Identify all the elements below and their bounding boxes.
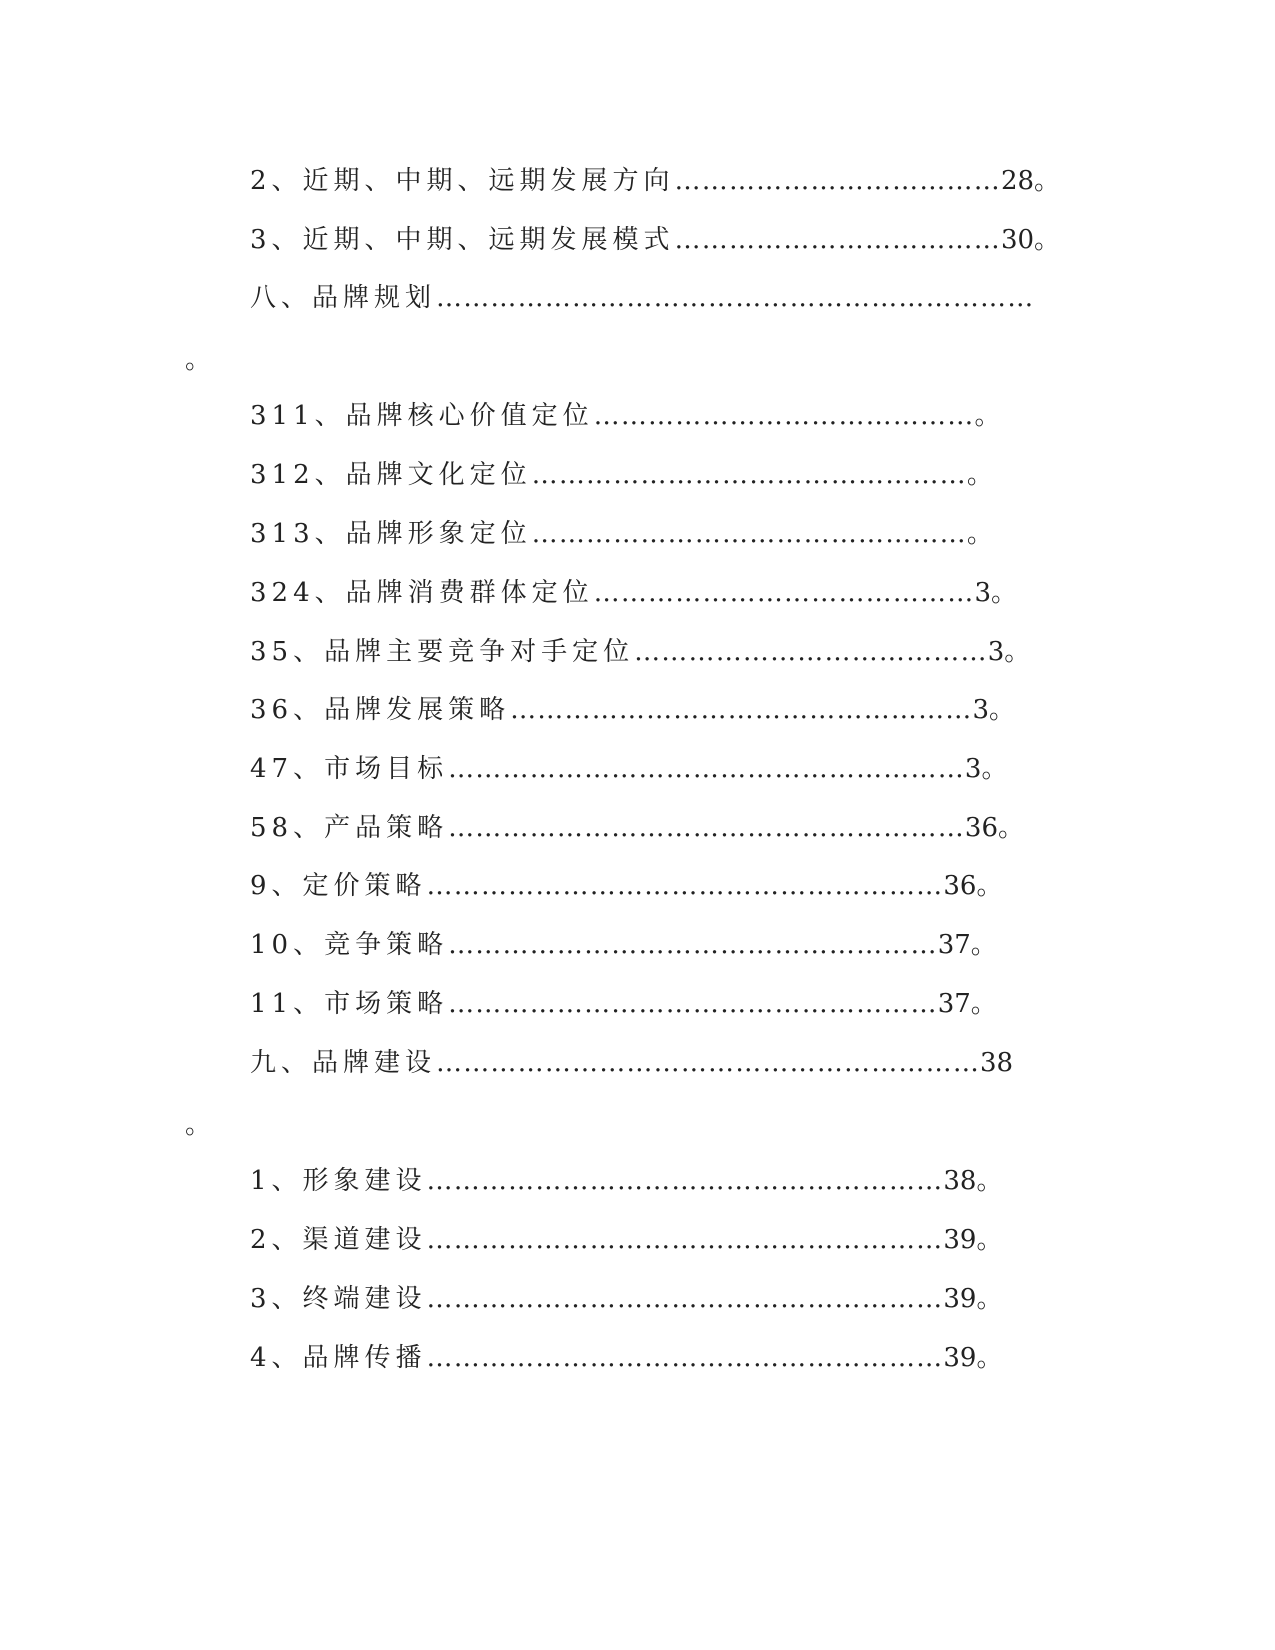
toc-page-number: 39。 xyxy=(943,1284,1003,1314)
toc-page-number: 30。 xyxy=(1000,225,1061,255)
toc-page-number: 39。 xyxy=(943,1343,1003,1373)
toc-entry[interactable] xyxy=(250,578,1017,608)
toc-page-number: 3。 xyxy=(964,754,1008,784)
toc-leader-dots: …………………………………………………… xyxy=(436,1048,981,1078)
toc-entry-title: 1、形象建设 xyxy=(250,1166,427,1196)
toc-entry-title: 九、品牌建设 xyxy=(250,1048,437,1078)
toc-entry-title: 36、品牌发展策略 xyxy=(250,695,511,725)
toc-leader-dots: …………………………………… xyxy=(593,578,975,608)
toc-entry[interactable] xyxy=(250,225,1060,255)
toc-page-number: 37。 xyxy=(937,989,997,1019)
toc-leader-dots: ………………………………………………… xyxy=(426,1284,944,1314)
toc-leader-dots: ………………………………………… xyxy=(531,460,967,490)
toc-page-number: 3。 xyxy=(974,578,1017,608)
toc-entry[interactable] xyxy=(250,401,1000,431)
toc-entry[interactable] xyxy=(250,519,993,549)
toc-page-number: 38。 xyxy=(943,1166,1003,1196)
toc-entry-title: 八、品牌规划 xyxy=(250,283,437,313)
toc-entry-title: 2、近期、中期、远期发展方向 xyxy=(250,166,675,196)
toc-page-number: 38 xyxy=(980,1048,1014,1078)
toc-leader-dots: ……………………………………………… xyxy=(448,930,938,960)
toc-leader-dots: …………………………………………… xyxy=(510,695,973,725)
toc-entry-title: 2、渠道建设 xyxy=(250,1225,427,1255)
toc-stray-mark: 。 xyxy=(185,1110,212,1140)
toc-leader-dots: ………………………………………… xyxy=(531,519,967,549)
toc-leader-dots: ……………………………… xyxy=(674,166,1001,196)
toc-page-number: 3。 xyxy=(987,637,1031,667)
toc-section-heading[interactable] xyxy=(250,1048,1013,1078)
toc-stray-mark: 。 xyxy=(185,345,212,375)
toc-entry[interactable] xyxy=(250,1166,1002,1196)
toc-page-number: 28。 xyxy=(1000,166,1061,196)
toc-page-number: 39。 xyxy=(943,1225,1003,1255)
toc-entry[interactable] xyxy=(250,930,997,960)
toc-leader-dots: ………………………………………………… xyxy=(426,871,944,901)
toc-entry-title: 47、市场目标 xyxy=(250,754,449,784)
toc-entry-title: 10、竞争策略 xyxy=(250,930,449,960)
toc-page-number: 。 xyxy=(966,519,993,549)
toc-entry-title: 3、终端建设 xyxy=(250,1284,427,1314)
toc-leader-dots: …………………………………… xyxy=(593,401,975,431)
toc-entry[interactable] xyxy=(250,871,1002,901)
toc-entry[interactable] xyxy=(250,460,993,490)
toc-entry[interactable] xyxy=(250,813,1024,843)
toc-entry[interactable] xyxy=(250,1225,1002,1255)
toc-entry-title: 11、市场策略 xyxy=(250,989,449,1019)
toc-leader-dots: ………………………………………………… xyxy=(426,1166,944,1196)
toc-leader-dots: ………………………………………………… xyxy=(426,1343,944,1373)
toc-entry-title: 35、品牌主要竞争对手定位 xyxy=(250,637,635,667)
toc-entry[interactable] xyxy=(250,1343,1002,1373)
toc-page-number: 3。 xyxy=(972,695,1016,725)
toc-page-number: 37。 xyxy=(937,930,997,960)
toc-entry[interactable] xyxy=(250,166,1060,196)
toc-entry-title: 312、品牌文化定位 xyxy=(250,460,532,490)
toc-entry-title: 58、产品策略 xyxy=(250,813,449,843)
toc-page-number: 36。 xyxy=(943,871,1003,901)
toc-entry-title: 3、近期、中期、远期发展模式 xyxy=(250,225,675,255)
toc-entry-title: 324、品牌消费群体定位 xyxy=(250,578,594,608)
toc-page-number: 。 xyxy=(966,460,993,490)
toc-entry[interactable] xyxy=(250,754,1007,784)
toc-leader-dots: ……………………………………………… xyxy=(448,989,938,1019)
toc-entry[interactable] xyxy=(250,695,1015,725)
toc-entry-title: 9、定价策略 xyxy=(250,871,427,901)
toc-entry[interactable] xyxy=(250,989,997,1019)
toc-section-heading[interactable] xyxy=(250,283,1034,313)
toc-leader-dots: ………………………………………………… xyxy=(448,813,965,843)
toc-page-number: 36。 xyxy=(964,813,1024,843)
toc-leader-dots: ………………………………………………………… xyxy=(436,283,1035,313)
toc-entry[interactable] xyxy=(250,637,1030,667)
toc-entry-title: 311、品牌核心价值定位 xyxy=(250,401,594,431)
toc-entry[interactable] xyxy=(250,1284,1002,1314)
toc-leader-dots: ………………………………………………… xyxy=(448,754,965,784)
toc-entry-title: 313、品牌形象定位 xyxy=(250,519,532,549)
toc-leader-dots: ………………………………………………… xyxy=(426,1225,944,1255)
toc-page-number: 。 xyxy=(974,401,1001,431)
toc-leader-dots: ……………………………… xyxy=(674,225,1001,255)
toc-entry-title: 4、品牌传播 xyxy=(250,1343,427,1373)
toc-leader-dots: ………………………………… xyxy=(634,637,988,667)
